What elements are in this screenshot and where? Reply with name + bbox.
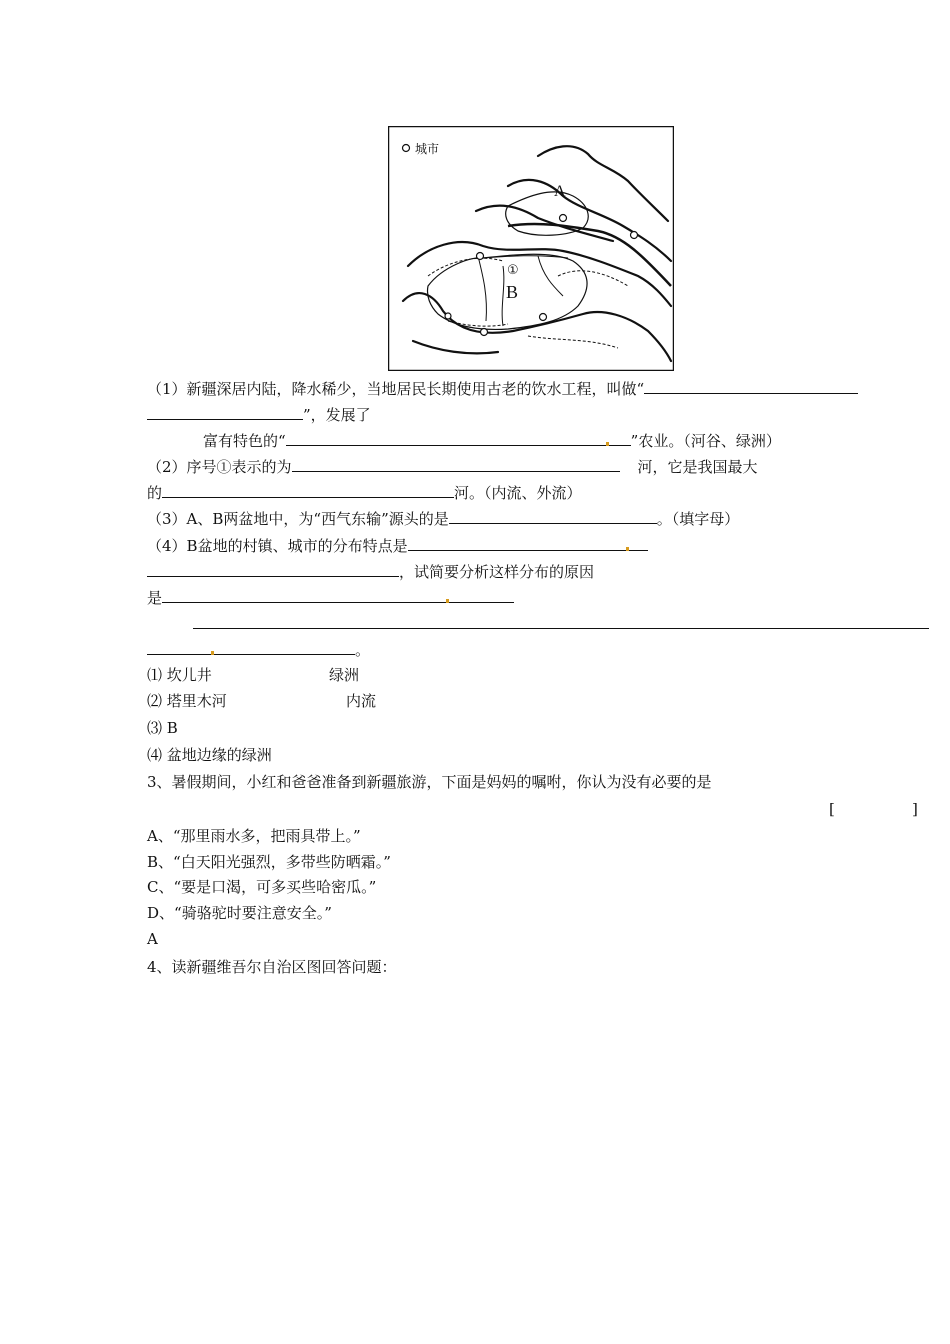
question-3-answer: A — [147, 930, 158, 948]
answer-4 — [147, 745, 272, 765]
q1-line3 — [203, 431, 781, 451]
question-3-option-d[interactable]: D、“骑骆驼时要注意安全。” — [147, 904, 332, 922]
q4-line3-start: 是 — [147, 589, 163, 607]
question-3-option-c[interactable]: C、“要是口渴，可多买些哈密瓜。” — [147, 878, 377, 896]
q3-start: （3）A、B两盆地中，为“西气东输”源头的是 — [147, 510, 449, 528]
q1-line3-start: 富有特色的“ — [203, 432, 286, 450]
answer-2-num: ⑵ — [147, 692, 163, 710]
answer-bracket-close: ] — [912, 800, 918, 818]
q4-blank-1[interactable] — [408, 536, 648, 551]
answer-1 — [147, 665, 212, 685]
q4-blank-1-cont[interactable] — [147, 562, 399, 577]
q3-end: 。（填字母） — [656, 510, 740, 528]
q4-line1-start: （4）B盆地的村镇、城市的分布特点是 — [147, 537, 408, 555]
q1-line1-text: （1）新疆深居内陆，降水稀少，当地居民长期使用古老的饮水工程，叫做“ — [147, 380, 645, 398]
q2-line2-end: 河。（内流、外流） — [454, 484, 582, 502]
q1-blank-1-cont[interactable] — [147, 405, 303, 420]
q2-line2-start: 的 — [147, 484, 163, 502]
question-3-stem: 3、暑假期间，小红和爸爸准备到新疆旅游，下面是妈妈的嘱咐，你认为没有必要的是 — [147, 773, 712, 791]
q2-line1-start: （2）序号①表示的为 — [147, 458, 292, 476]
q3-line — [147, 509, 739, 529]
q4-line3 — [147, 588, 514, 608]
map-label-b: B — [506, 282, 519, 302]
q4-blank-2[interactable] — [162, 588, 514, 603]
q4-line4 — [193, 614, 929, 634]
xinjiang-map-figure — [388, 126, 674, 371]
answer-bracket-open: [ — [829, 800, 835, 818]
q4-line2-end: ，试简要分析这样分布的原因 — [399, 563, 595, 581]
q1-blank-2[interactable] — [286, 431, 631, 446]
map-legend-label: 城市 — [415, 142, 440, 156]
q1-blank-1[interactable] — [644, 379, 858, 394]
q2-blank-1[interactable] — [292, 457, 620, 472]
q1-line1 — [147, 379, 858, 399]
answer-2b — [346, 691, 376, 711]
map-label-river-number: ① — [507, 263, 519, 278]
q4-line5-end: 。 — [355, 641, 371, 659]
answer-2 — [147, 691, 227, 711]
q4-line1 — [147, 536, 648, 556]
answer-3-text: B — [166, 719, 178, 737]
q2-blank-2[interactable] — [162, 483, 454, 498]
answer-2-text: 塔里木河 — [166, 692, 227, 710]
map-label-a: A — [554, 183, 566, 200]
answer-1-text2: 绿洲 — [329, 666, 360, 684]
q3-blank[interactable] — [449, 509, 657, 524]
answer-1-num: ⑴ — [147, 666, 163, 684]
answer-4-text: 盆地边缘的绿洲 — [166, 746, 272, 764]
question-3-option-b[interactable]: B、“白天阳光强烈，多带些防晒霜。” — [147, 853, 391, 871]
question-4-stem: 4、读新疆维吾尔自治区图回答问题： — [147, 958, 397, 976]
q1-line2-end: ”，发展了 — [303, 406, 371, 424]
question-3-option-a[interactable]: A、“那里雨水多，把雨具带上。” — [147, 827, 361, 845]
q4-line5 — [147, 640, 370, 660]
answer-1-text: 坎儿井 — [166, 666, 212, 684]
q4-line2 — [147, 562, 594, 582]
answer-3 — [147, 718, 178, 738]
answer-1b — [329, 665, 359, 685]
q1-line3-end: ”农业。（河谷、绿洲） — [630, 432, 781, 450]
q4-blank-2-end[interactable] — [147, 640, 355, 655]
answer-2-text2: 内流 — [346, 692, 377, 710]
answer-3-num: ⑶ — [147, 719, 163, 737]
q2-line1 — [147, 457, 758, 477]
q1-line2 — [147, 405, 371, 425]
answer-4-num: ⑷ — [147, 746, 163, 764]
q2-line1-end: 河，它是我国最大 — [637, 458, 758, 476]
q4-blank-2-cont[interactable] — [193, 614, 929, 629]
q2-line2 — [147, 483, 582, 503]
